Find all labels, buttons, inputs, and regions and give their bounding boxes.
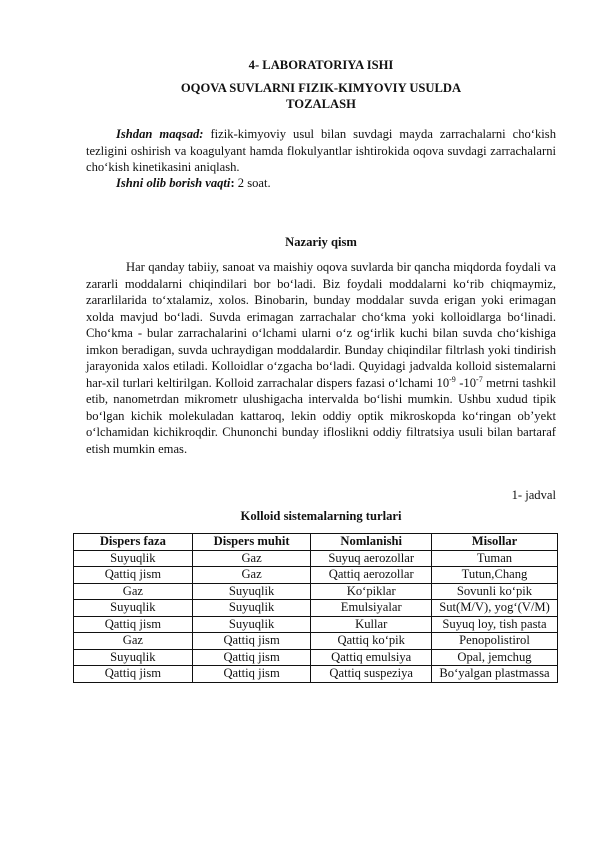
table-cell: Penopolistirol	[431, 633, 557, 650]
table-cell: Bo‘yalgan plastmassa	[431, 666, 557, 683]
table-cell: Qattiq jism	[74, 567, 193, 584]
table-row	[74, 633, 558, 650]
table-row	[74, 600, 558, 617]
table-cell: Suyuqlik	[74, 600, 193, 617]
theory-text-part3: metrni tashkil etib, nanometrdan mikrometr ulushigacha intervalda bo‘lishi mumkin. Ushbu xudud tipik bo‘lgan kichik molekuladan kattaroq, lekin oddiy optik mikroskopda ko‘ringan ob’yekt o‘lchamidan kichikroqdir. Chunonchi bunday ifloslikni oddiy filtratsiya usuli bilan bartaraf etish mumkin emas.	[86, 375, 556, 456]
table-cell: Gaz	[192, 567, 311, 584]
table-row	[74, 550, 558, 567]
duration-paragraph	[116, 175, 556, 192]
header-cell: Dispers muhit	[192, 534, 311, 551]
table-row	[74, 666, 558, 683]
table-cell: Tutun,Chang	[431, 567, 557, 584]
table-cell: Qattiq jism	[74, 616, 193, 633]
duration-value: 2 soat.	[234, 176, 271, 190]
table-cell: Qattiq jism	[192, 649, 311, 666]
table-row	[74, 583, 558, 600]
table-cell: Suyuqlik	[192, 616, 311, 633]
header-cell: Misollar	[431, 534, 557, 551]
table-cell: Qattiq jism	[192, 633, 311, 650]
table-cell: Sut(M/V), yog‘(V/M)	[431, 600, 557, 617]
exponent-1: -9	[449, 374, 456, 384]
table-cell: Suyuqlik	[192, 583, 311, 600]
topic-title-line2: TOZALASH	[286, 97, 356, 111]
table-cell: Qattiq suspeziya	[311, 666, 432, 683]
table-cell: Gaz	[74, 633, 193, 650]
table-cell: Suyuqlik	[74, 649, 193, 666]
table-cell: Emulsiyalar	[311, 600, 432, 617]
goal-paragraph	[86, 126, 556, 176]
topic-title-line1: OQOVA SUVLARNI FIZIK-KIMYOVIY USULDA	[180, 81, 462, 95]
theory-paragraph	[86, 259, 556, 457]
exponent-2: -7	[476, 374, 483, 384]
table-cell: Sovunli ko‘pik	[431, 583, 557, 600]
table-cell: Gaz	[192, 550, 311, 567]
topic-title	[86, 80, 556, 112]
goal-label: Ishdan maqsad:	[116, 127, 204, 141]
theory-text-part2: -10	[455, 375, 477, 390]
header-cell: Dispers faza	[74, 534, 193, 551]
table-cell: Tuman	[431, 550, 557, 567]
table-cell: Ko‘piklar	[311, 583, 432, 600]
duration-label: Ishni olib borish vaqti	[116, 176, 231, 190]
table-row	[74, 649, 558, 666]
section-heading: Nazariy qism	[285, 235, 357, 249]
table-cell: Kullar	[311, 616, 432, 633]
table-cell: Gaz	[74, 583, 193, 600]
table-number: 1- jadval	[511, 488, 556, 502]
table-body	[74, 550, 558, 682]
table-cell: Suyuq loy, tish pasta	[431, 616, 557, 633]
header-cell: Nomlanishi	[311, 534, 432, 551]
table-cell: Qattiq ko‘pik	[311, 633, 432, 650]
table-title: Kolloid sistemalarning turlari	[240, 509, 402, 523]
table-cell: Opal, jemchug	[431, 649, 557, 666]
lab-title: 4- LABORATORIYA ISHI	[248, 58, 394, 72]
table-cell: Qattiq emulsiya	[311, 649, 432, 666]
theory-text-part1: Har qanday tabiiy, sanoat va maishiy oqova suvlarda bir qancha miqdorda foydali va zararli moddalarni chiqindilari bor bo‘ladi. Biz foydali moddalarni ko‘rib chiqmaymiz, zararlilarida to‘xtalamiz, xolos. Binobarin, bunday moddalar suvda erigan yoki erimagan xolda mavjud bo‘ladi. Suvda erimagan zarrachalar cho‘kma yoki kolloidlarga bo‘linadi. Cho‘kma - bular zarrachalarini o‘lchami ularni o‘z og‘irlik kuchi bilan suvda cho‘kishiga imkon beradigan, suvda uchraydigan moddalardir. Bunday chiqindilar filtrlash yoki tindirish jarayonida xalos etiladi. Kolloidlar o‘zgacha bo‘ladi. Quyidagi jadvalda kolloid sistemalarni har-xil turlari keltirilgan. Kolloid zarrachalar dispers fazasi o‘lchami 10	[86, 260, 556, 390]
table-row	[74, 616, 558, 633]
table-cell: Qattiq aerozollar	[311, 567, 432, 584]
goal-text: fizik-kimyoviy usul bilan suvdagi mayda zarrachalarni cho‘kish tezligini oshirish va koagulyant hamda flokulyantlar ishtirokida oqova suvdagi zarrachalarni cho‘kish kinetikasini aniqlash.	[86, 127, 556, 174]
table-cell: Suyuqlik	[74, 550, 193, 567]
table-header-row	[74, 534, 558, 551]
table-row	[74, 567, 558, 584]
table-cell: Qattiq jism	[192, 666, 311, 683]
colloid-systems-table	[73, 533, 558, 683]
table-cell: Suyuq aerozollar	[311, 550, 432, 567]
table-cell: Suyuqlik	[192, 600, 311, 617]
duration-colon: :	[230, 176, 235, 190]
table-cell: Qattiq jism	[74, 666, 193, 683]
